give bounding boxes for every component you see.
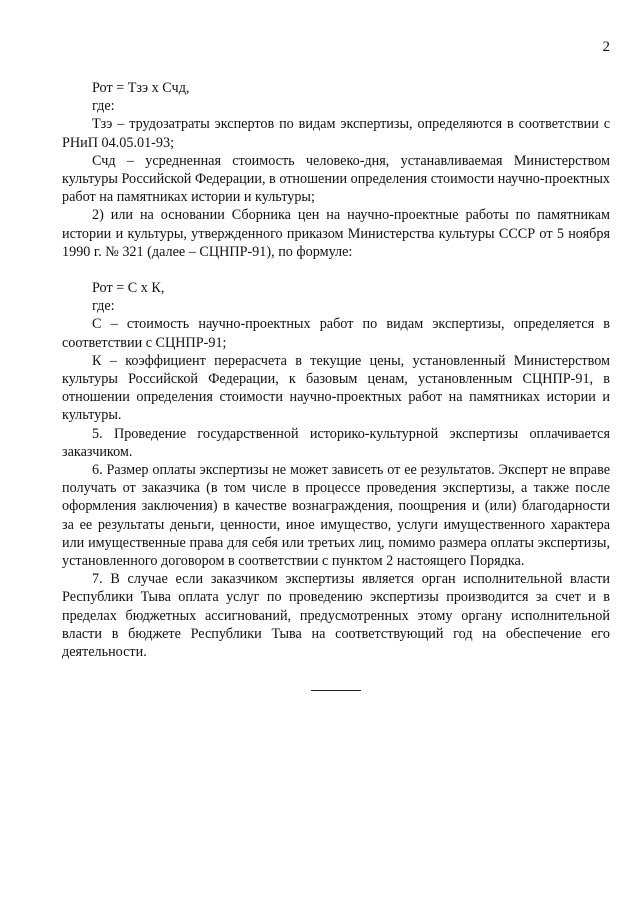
definition-tze: Тзэ – трудозатраты экспертов по видам экспертизы, определяются в соответствии с РНиП 04.05.01-93; <box>62 116 610 151</box>
formula-rot-tze: Рот = Тзэ х Счд, <box>92 80 190 96</box>
page-number: 2 <box>602 39 610 55</box>
definition-schd: Счд – усредненная стоимость человеко-дня, устанавливаемая Министерством культуры Российской Федерации, в отношении определения стоимости научно-проектных работ на памятниках истории и культуры; <box>62 152 610 206</box>
where-label-2: где: <box>92 298 115 315</box>
formula-rot-ck: Рот = С х К, <box>92 280 165 297</box>
definition-k: К – коэффициент перерасчета в текущие цены, установленный Министерством культуры Российской Федерации, к базовым ценам, установленным СЦНПР-91, в отношении определения стоимости научно-проектных работ на памятниках истории и культуры. <box>62 352 610 424</box>
clause-6: 6. Размер оплаты экспертизы не может зависеть от ее результатов. Эксперт не вправе получать от заказчика (в том числе в процессе проведения экспертизы, а также после оформления заключения) в качестве вознаграждения, поощрения и (или) благодарности за ее результаты деньги, ценности, иное имущество, услуги имущественного характера или имущественные права для себя или третьих лиц, помимо размера оплаты экспертизы, установленного договором в соответствии с пунктом 2 настоящего Порядка. <box>62 462 610 570</box>
clause-7: 7. В случае если заказчиком экспертизы является орган исполнительной власти Республики Тыва оплата услуг по проведению экспертизы производится за счет и в пределах бюджетных ассигнований, предусмотренных этому органу исполнительной власти в бюджете Республики Тыва на соответствующий год на обеспечение его деятельности. <box>62 571 610 661</box>
clause-5: 5. Проведение государственной историко-культурной экспертизы оплачивается заказчиком. <box>62 425 610 460</box>
blank-line <box>62 261 610 279</box>
end-separator-line <box>311 690 361 691</box>
definition-c: С – стоимость научно-проектных работ по видам экспертизы, определяется в соответствии с СЦНПР-91; <box>62 316 610 351</box>
where-label: где: <box>92 98 115 115</box>
document-body <box>62 79 610 661</box>
item-2-paragraph: 2) или на основании Сборника цен на научно-проектные работы по памятникам истории и культуры, утвержденного приказом Министерства культуры СССР от 5 ноября 1990 г. № 321 (далее – СЦНПР-91), по формуле: <box>62 207 610 260</box>
